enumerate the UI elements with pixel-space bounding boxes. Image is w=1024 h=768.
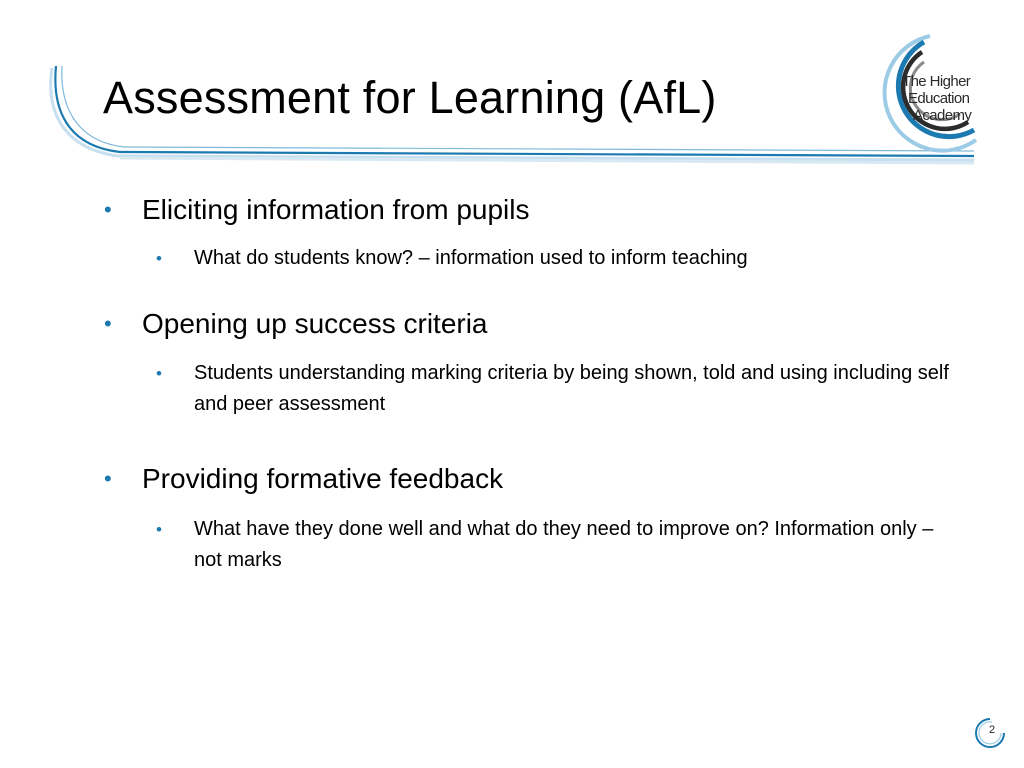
- logo-text: [898, 73, 982, 124]
- bullet-item: [104, 459, 964, 576]
- bullet-text: Opening up success criteria: [142, 308, 488, 339]
- logo-text-line2: Education: [908, 90, 970, 107]
- bullet-list: [104, 190, 964, 576]
- bullet-item: [104, 304, 964, 420]
- sub-bullet-dot-icon: •: [156, 520, 162, 539]
- sub-bullet: [156, 243, 954, 274]
- sub-bullet: [156, 358, 954, 420]
- sub-bullet: [156, 514, 954, 576]
- sub-bullet-dot-icon: •: [156, 249, 162, 268]
- sub-bullet-text: What have they done well and what do they need to improve on? Information only – not marks: [194, 518, 934, 571]
- bullet-dot-icon: •: [104, 466, 112, 491]
- page-number: 2: [988, 724, 996, 736]
- bullet-item: [104, 190, 964, 274]
- bullet-level1: [104, 190, 964, 230]
- logo-text-line1: The Higher: [902, 73, 971, 90]
- logo-text-line3: Academy: [913, 107, 972, 124]
- bullet-text: Eliciting information from pupils: [142, 194, 530, 225]
- sub-bullet-text: Students understanding marking criteria by being shown, told and using including self and peer assessment: [194, 362, 949, 415]
- bullet-dot-icon: •: [104, 311, 112, 336]
- sub-bullet-text: What do students know? – information used to inform teaching: [194, 247, 748, 269]
- bullet-text: Providing formative feedback: [142, 463, 504, 494]
- bullet-level1: [104, 459, 964, 499]
- sub-bullet-dot-icon: •: [156, 364, 162, 383]
- bullet-dot-icon: •: [104, 197, 112, 222]
- bullet-level1: [104, 304, 964, 344]
- slide-title: Assessment for Learning (AfL): [103, 72, 717, 123]
